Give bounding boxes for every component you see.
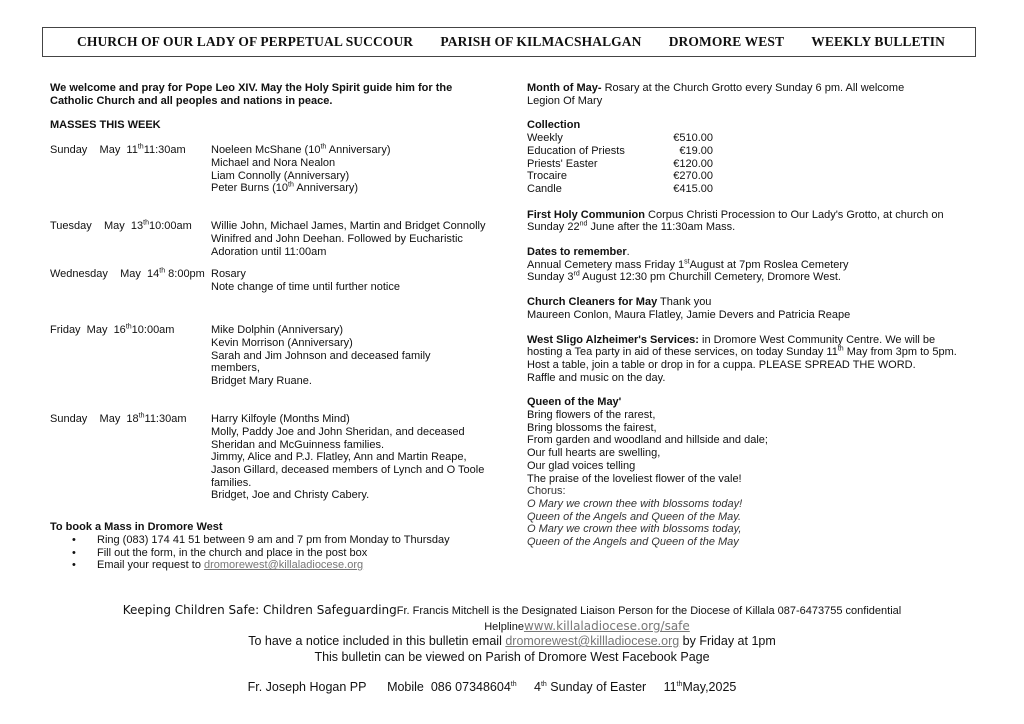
collection-amount: €270.00 <box>673 170 713 183</box>
mass-intention: Molly, Paddy Joe and John Sheridan, and deceased <box>211 425 465 438</box>
mass-intention: families. <box>211 476 252 489</box>
hymn-chorus <box>527 498 997 549</box>
alzheimers-text: in Dromore West Community Centre. We will be <box>698 333 936 346</box>
bulletin-header <box>42 27 976 57</box>
legion-of-mary: Legion Of Mary <box>527 94 603 107</box>
mass-datetime: Sunday May 11th11:30am <box>50 143 186 157</box>
chorus-line: O Mary we crown thee with blossoms today! <box>527 497 743 510</box>
welcome-line-1: We welcome and pray for Pope Leo XIV. May the Holy Spirit guide him for the <box>50 82 453 94</box>
hymn-line: From garden and woodland and hillside and dale; <box>527 434 768 447</box>
collection-row <box>527 132 997 145</box>
mass-intention: Bridget, Joe and Christy Cabery. <box>211 489 370 502</box>
welcome-line-2: Catholic Church and all peoples and nations in peace. <box>50 94 333 107</box>
mass-intention: members, <box>211 362 260 375</box>
booking-item: • Fill out the form, in the church and place in the post box <box>79 547 510 560</box>
collection-row <box>527 183 997 196</box>
collection-label: Priests' Easter <box>527 157 598 170</box>
mass-datetime: Wednesday May 14th 8:00pm <box>50 267 205 281</box>
hymn-chorus-label: Chorus: <box>527 485 566 498</box>
booking-list <box>50 534 510 572</box>
mass-intention: Liam Connolly (Anniversary) <box>211 169 350 182</box>
hymn-line: Our glad voices telling <box>527 459 636 472</box>
collection-amount: €120.00 <box>673 157 713 170</box>
mass-intention: Rosary <box>211 268 246 281</box>
communion-text: Corpus Christi Procession to Our Lady's Grotto, at church on <box>644 208 944 221</box>
right-column <box>527 82 997 549</box>
mass-intention: Kevin Morrison (Anniversary) <box>211 336 353 349</box>
collection-label: Candle <box>527 182 562 195</box>
notice-line <box>0 634 1024 648</box>
hymn-verse <box>527 409 997 485</box>
booking-email-link[interactable]: dromorewest@killaladiocese.org <box>204 559 364 572</box>
mass-intention: Adoration until 11:00am <box>211 245 327 258</box>
chorus-line: O Mary we crown thee with blossoms today, <box>527 523 742 536</box>
left-column <box>50 82 510 572</box>
collection-row <box>527 145 997 158</box>
safeguarding-title: Keeping Children Safe: Children Safeguarding <box>122 603 397 617</box>
booking-section <box>50 521 510 572</box>
masses-title: MASSES THIS WEEK <box>50 119 161 132</box>
chorus-line: Queen of the Angels and Queen of the May <box>527 536 739 549</box>
month-of-may-text: Rosary at the Church Grotto every Sunday 6 pm. All welcome <box>601 82 905 94</box>
mass-intention: Sarah and Jim Johnson and deceased family <box>211 349 431 362</box>
liturgical-sunday: 4th Sunday of Easter <box>534 680 647 694</box>
mass-datetime: Sunday May 18th11:30am <box>50 412 187 426</box>
hymn-line: Bring blossoms the fairest, <box>527 421 657 434</box>
alzheimers-line-3: Host a table, join a table or drop in for a cuppa. PLEASE SPREAD THE WORD. <box>527 358 916 371</box>
mass-list <box>50 144 510 514</box>
collection-label: Education of Priests <box>527 144 625 157</box>
safeguarding-text: Fr. Francis Mitchell is the Designated Liaison Person for the Diocese of Killala 087-6473755 confidential <box>396 605 902 617</box>
alzheimers-line-2: hosting a Tea party in aid of these services, on today Sunday 11th May from 3pm to 5pm. <box>527 345 957 359</box>
collection-amount: €510.00 <box>673 132 713 145</box>
mass-intentions <box>211 324 511 388</box>
booking-title: To book a Mass in Dromore West <box>50 521 223 534</box>
mass-intention: Winifred and John Deehan. Followed by Eucharistic <box>211 232 463 245</box>
cleaners-thanks: Thank you <box>657 296 712 309</box>
month-of-may-title: Month of May- <box>527 82 602 94</box>
booking-email-prefix: Email your request to <box>97 559 204 572</box>
mass-intention: Bridget Mary Ruane. <box>211 374 312 387</box>
hymn-title: Queen of the May' <box>527 396 622 409</box>
collection-amount: €415.00 <box>673 182 713 195</box>
hymn-line: The praise of the loveliest flower of the vale! <box>527 472 742 485</box>
communion-date: Sunday 22nd June after the 11:30am Mass. <box>527 220 736 234</box>
mass-intentions <box>211 144 511 195</box>
cleaners-title: Church Cleaners for May <box>527 296 658 309</box>
date-cemetery-roslea: Annual Cemetery mass Friday 1stAugust at 7pm Roslea Cemetery <box>527 258 849 271</box>
facebook-line: This bulletin can be viewed on Parish of Dromore West Facebook Page <box>314 650 710 664</box>
bulletin-date: 11thMay,2025 <box>663 680 737 694</box>
mobile-number: 086 07348604th <box>430 680 517 694</box>
mass-intention: Jimmy, Alice and P.J. Flatley, Ann and Martin Reape, <box>211 451 467 464</box>
collection-title: Collection <box>527 119 581 132</box>
collection-label: Weekly <box>527 132 563 145</box>
mass-intention: Willie John, Michael James, Martin and Bridget Connolly <box>211 220 486 233</box>
dates-title: Dates to remember. <box>527 246 630 259</box>
mass-datetime: Tuesday May 13th10:00am <box>50 219 192 233</box>
contact-line <box>0 680 1024 694</box>
parish-name: PARISH OF KILMACSHALGAN <box>440 34 642 49</box>
mass-intention: Note change of time until further notice <box>211 280 400 293</box>
helpline-link[interactable]: www.killaladiocese.org/safe <box>523 619 690 633</box>
collection-table <box>527 132 997 196</box>
chorus-line: Queen of the Angels and Queen of the May. <box>527 510 742 523</box>
booking-item <box>79 559 510 572</box>
safeguarding-line <box>0 603 1024 617</box>
notice-email-link[interactable]: dromorewest@killladiocese.org <box>505 634 680 648</box>
mass-intention: Mike Dolphin (Anniversary) <box>211 324 344 337</box>
collection-row <box>527 170 997 183</box>
date-cemetery-churchill: Sunday 3rd August 12:30 pm Churchill Cemetery, Dromore West. <box>527 270 841 284</box>
bulletin-label: WEEKLY BULLETIN <box>811 34 945 49</box>
mass-intentions <box>211 220 511 258</box>
mass-intention: Michael and Nora Nealon <box>211 156 336 169</box>
alzheimers-line-4: Raffle and music on the day. <box>527 371 666 384</box>
helpline-label: Helpline <box>484 621 524 633</box>
alzheimers-notice <box>527 334 997 347</box>
notice-text: To have a notice included in this bulletin email <box>248 634 506 648</box>
communion-title: First Holy Communion <box>527 208 645 221</box>
helpline-line <box>0 619 1024 633</box>
hymn-line: Our full hearts are swelling, <box>527 447 661 460</box>
cleaners-notice <box>527 296 997 309</box>
mass-intention: Sheridan and McGuinness families. <box>211 438 385 451</box>
collection-row <box>527 158 997 171</box>
mass-datetime: Friday May 16th10:00am <box>50 323 175 337</box>
location-name: DROMORE WEST <box>668 34 785 49</box>
mass-intention: Noeleen McShane (10th Anniversary) <box>211 143 391 157</box>
month-of-may <box>527 82 997 95</box>
mobile-label: Mobile <box>387 680 424 694</box>
collection-label: Trocaire <box>527 170 567 183</box>
booking-item: • Ring (083) 174 41 51 between 9 am and 7 pm from Monday to Thursday <box>79 534 510 547</box>
mass-intentions <box>211 268 511 293</box>
mass-intention: Harry Kilfoyle (Months Mind) <box>211 413 350 426</box>
mass-intention: Jason Gillard, deceased members of Lynch and O Toole <box>211 463 485 476</box>
collection-amount: €19.00 <box>679 144 713 157</box>
priest-name: Fr. Joseph Hogan PP <box>247 680 367 694</box>
mass-intention: Peter Burns (10th Anniversary) <box>211 181 359 195</box>
hymn-line: Bring flowers of the rarest, <box>527 409 656 422</box>
church-name: CHURCH OF OUR LADY OF PERPETUAL SUCCOUR <box>77 34 414 49</box>
notice-deadline: by Friday at 1pm <box>679 634 776 648</box>
cleaners-names: Maureen Conlon, Maura Flatley, Jamie Devers and Patricia Reape <box>527 308 851 321</box>
communion-notice <box>527 209 997 222</box>
alzheimers-title: West Sligo Alzheimer's Services: <box>527 333 699 346</box>
mass-intentions <box>211 413 511 502</box>
